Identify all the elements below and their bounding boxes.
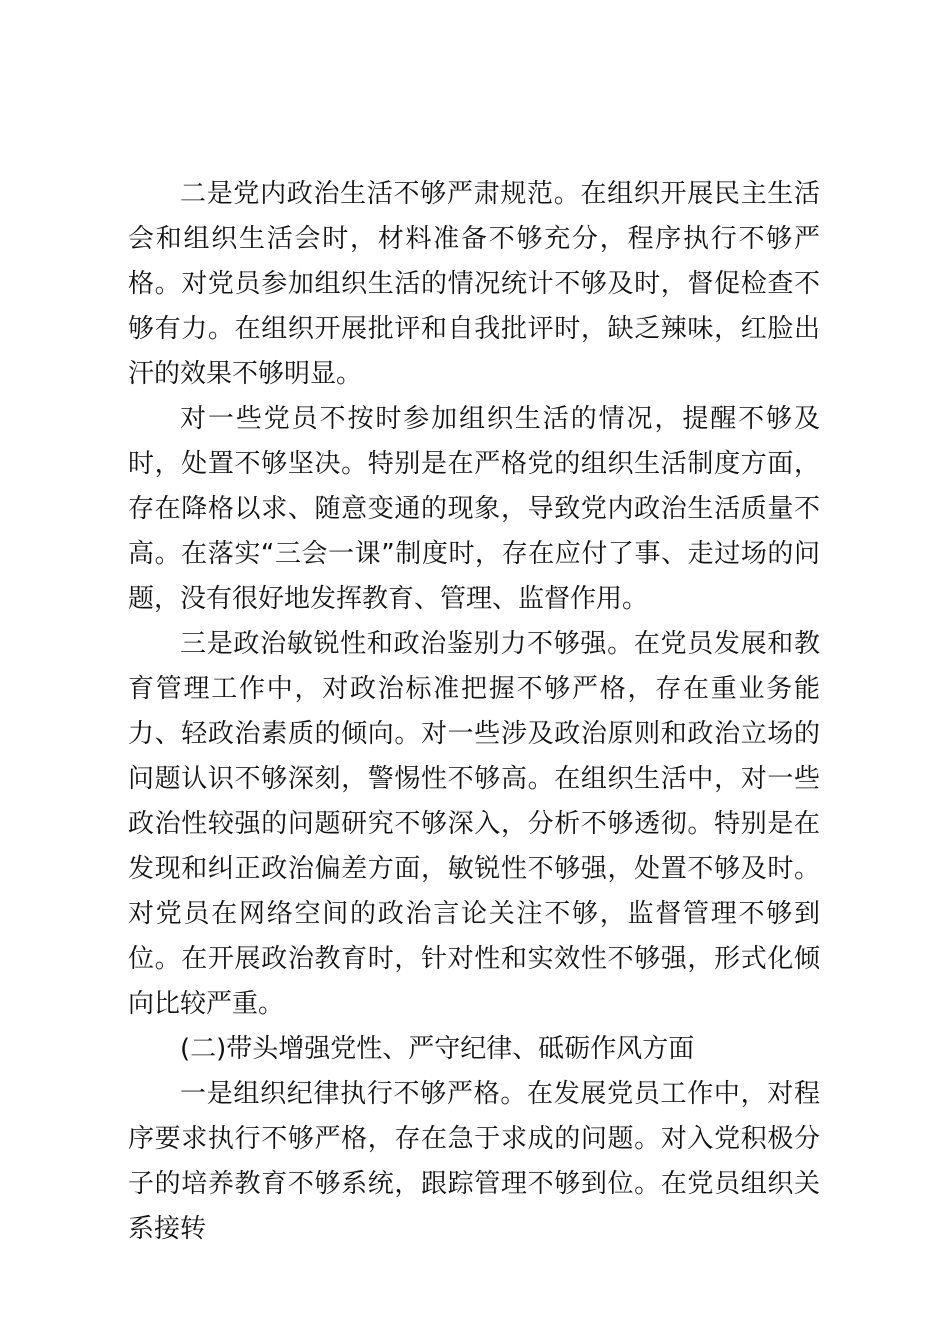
paragraph-inner-party-life: 二是党内政治生活不够严肃规范。在组织开展民主生活会和组织生活会时，材料准备不够充分，程序执行不够严格。对党员参加组织生活的情况统计不够及时，督促检查不够有力。在组织开展批评和自我批评时，缺乏辣味，红脸出汗的效果不够明显。 (128, 179, 820, 389)
paragraph-organizational-discipline: 一是组织纪律执行不够严格。在发展党员工作中，对程序要求执行不够严格，存在急于求成的问题。对入党积极分子的培养教育不够系统，跟踪管理不够到位。在党员组织关系接转 (128, 1079, 820, 1244)
document-body (128, 172, 820, 1252)
paragraph-organizational-life-attendance: 对一些党员不按时参加组织生活的情况，提醒不够及时，处置不够坚决。特别是在严格党的组织生活制度方面，存在降格以求、随意变通的现象，导致党内政治生活质量不高。在落实“三会一课”制度时，存在应付了事、走过场的问题，没有很好地发挥教育、管理、监督作用。 (128, 404, 820, 614)
section-heading-party-spirit-discipline: (二)带头增强党性、严守纪律、砥砺作风方面 (180, 1034, 695, 1064)
paragraph-political-sensitivity: 三是政治敏锐性和政治鉴别力不够强。在党员发展和教育管理工作中，对政治标准把握不够严格，存在重业务能力、轻政治素质的倾向。对一些涉及政治原则和政治立场的问题认识不够深刻，警惕性不够高。在组织生活中，对一些政治性较强的问题研究不够深入，分析不够透彻。特别是在发现和纠正政治偏差方面，敏锐性不够强，处置不够及时。对党员在网络空间的政治言论关注不够，监督管理不够到位。在开展政治教育时，针对性和实效性不够强，形式化倾向比较严重。 (128, 629, 820, 1019)
